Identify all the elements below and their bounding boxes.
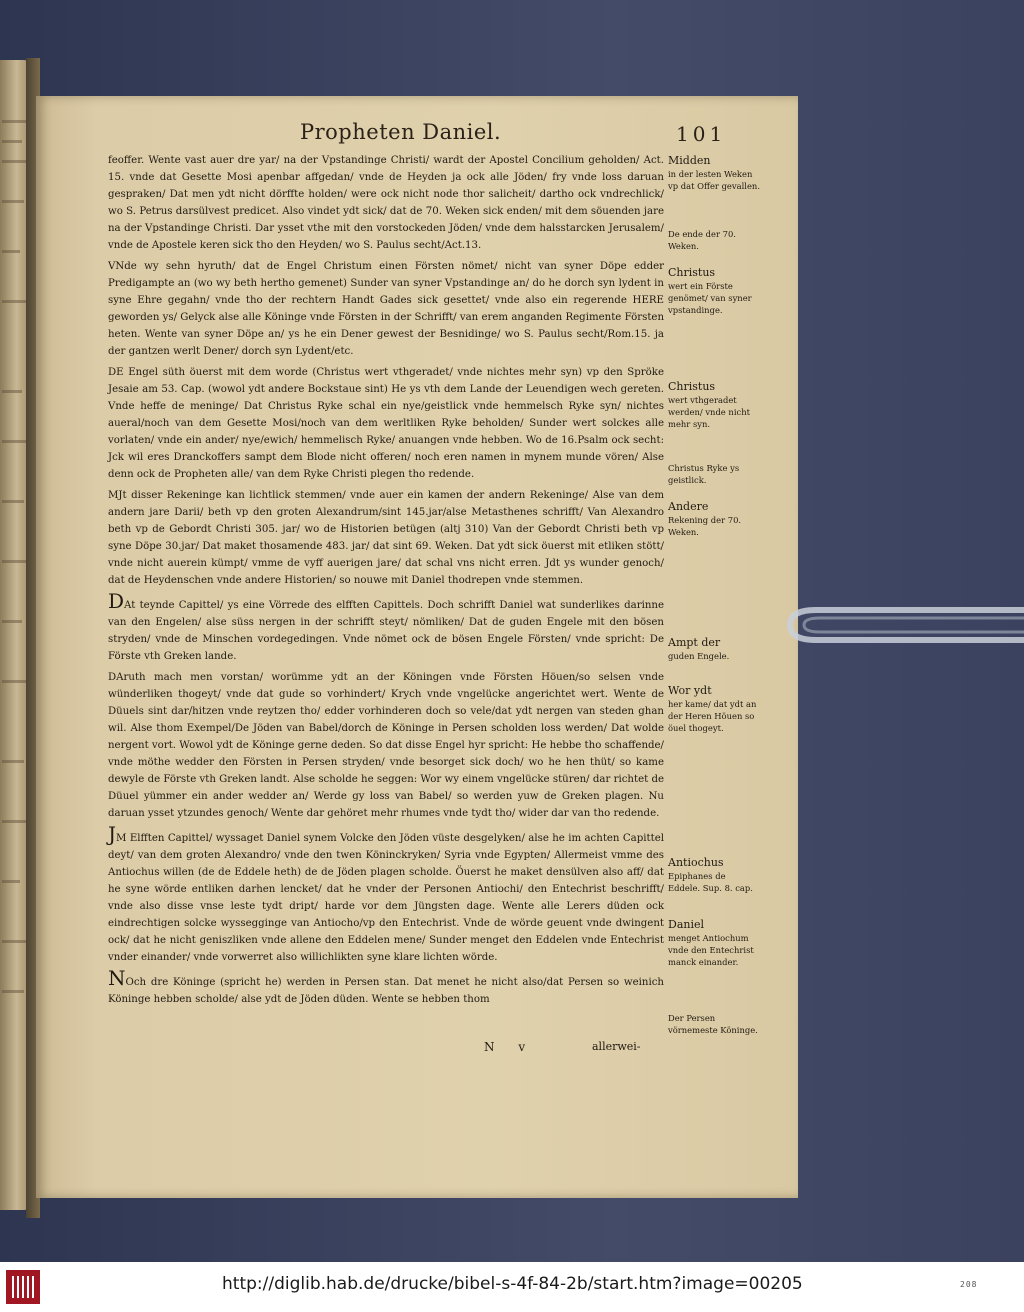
marginal-note-text: De ende der 70. Weken. [668,229,736,251]
marginal-note-text: Der Persen vörnemeste Köninge. [668,1013,758,1035]
marginal-note-title: Andere [668,500,709,513]
marginal-note-text: Christus Ryke ys geistlick. [668,463,740,485]
paragraph: NOch dre Köninge (spricht he) werden in Persen stan. Dat menet he nicht also/dat Persen so weinich Köninge hebben scholde/ alse ydt de Jöden düden. Wente se hebben thom [108,966,664,1005]
paragraph: DAruth mach men vorstan/ worümme ydt an der Köningen vnde Försten Höuen/so selsen vnde wünderliken thogeyt/ vnde dat gude so vorhindert/ Krych vnde vngelücke angerichtet wert. Wente de Düuels sint dar/hitzen vnde reytzen tho/ edder vorhinderen doch so vele/dat ydt nergen van steden ghan wil. Alse thom Exempel/De Jöden van Babel/dorch de Köninge in Persen scholden loss werden/ Dat wolde nergent vort. Wowol ydt de Köninge gerne deden. So dat disse Engel hyr spricht: He hebbe tho schaffende/ vnde möthe wedder den Försten in Persen stryden/ vnde besorget sick doch/ wo he hen thüt/ so kame dewyle de Förste vth Greken landt. Alse scholde he seggen: Wor wy einem vngelücke stüren/ dar richtet de Düuel yümmer ein ander wedder an/ Werde gy loss van Babel/ so werden yuw de Greken plagen. Nu daruan ysset ytzundes genoch/ Wente dar gehöret mehr rhumes vnde tydt tho/ wider dar van tho redende. [108,672,664,819]
marginal-note-text: Rekening der 70. Weken. [668,515,742,537]
marginal-note [668,684,760,734]
marginal-note [668,266,760,316]
marginal-note-text: Epiphanes de Eddele. Sup. 8. cap. [668,871,753,893]
paragraph: DE Engel süth öuerst mit dem worde (Christus wert vthgeradet/ vnde nichtes mehr syn) vp den Spröke Jesaie am 53. Cap. (wowol ydt andere Bockstaue sint) He ys vth dem Lande der Leuendigen wech gereten. Vnde heffe de meninge/ Dat Christus Ryke schal ein nye/geistlick vnde hemmelsch Ryke syn/ nichtes aueral/noch van dem Gesette Mosi/noch van dem werltliken Ryke beholden/ Sunder wert solckes alle vorlaten/ vnde ein ander/ nye/ewich/ hemmelisch Ryke/ anuangen vnde hebben. Wo de 16.Psalm ock secht: Jck wil eres Dranckoffers sampt dem Blode nicht offeren/ noch eren namen in mynem munde vören/ Alse denn ock de Propheten alle/ van dem Ryke Christi plegen tho redende. [108,367,664,480]
source-url-link[interactable]: http://diglib.hab.de/drucke/bibel-s-4f-84-2b/start.htm?image=00205 [222,1274,803,1294]
paragraph: JM Elfften Capittel/ wyssaget Daniel synem Volcke den Jöden vüste desgelyken/ alse he im achten Capittel deyt/ van dem groten Alexandro/ vnde den twen Köninckryken/ Syria vnde Egypten/ Allermeist vmme des Antiochus willen (de de Eddele heth) de de Jöden plagen scholde. Öuerst he maket densülven also aff/ dat he syne wörde entliken darhen lencket/ dat he vnder der Personen Antiochi/ den Entechrist beschrifft/ vnde also disse vnse leste tydt dript/ harde vor dem Jüngsten dage. Wente alle Lerers düden ock eindrechtigen solcke wyssegginge van Antiocho/vp den Entechrist. Vnde de wörde geuent vnde dwingent ock/ dat he nicht geniszliken vnde allene den Eddelen mene/ Sunder menget den Eddelen vnde Entechrist vnder einander/ vnde vorwerret also willichlikten syne klare lichten wörde. [108,822,664,963]
marginal-note [668,636,760,662]
marginal-note [668,380,760,430]
marginal-note-title: Midden [668,154,711,167]
page-code: 208 [960,1280,978,1289]
marginal-note-text: menget Antiochum vnde den Entechrist manck einander. [668,933,754,967]
marginal-note-text: in der lesten Weken vp dat Offer gevallen. [668,169,760,191]
page-number: 101 [676,122,727,146]
marginal-note [668,500,760,538]
paragraph: DAt teynde Capittel/ ys eine Vörrede des elfften Capittels. Doch schrifft Daniel wat sunderlikes darinne van den Engelen/ alse süss nergen in der schrifft steyt/ nömliken/ Dat de guden Engele mit den bösen stryden/ vnde de Minschen vordegedingen. Vnde nömet ock de bösen Engele Försten/ vnde spricht: De Förste vth Greken lande. [108,589,664,662]
marginal-note [668,228,760,252]
marginal-note-title: Christus [668,380,716,393]
signature-mark: N v [484,1040,536,1054]
marginal-note-text: wert ein Förste genömet/ van syner vpstandinge. [668,281,752,315]
marginal-note-title: Daniel [668,918,705,931]
catchword: allerwei- [592,1040,641,1053]
marginal-note-text: wert vthgeradet werden/ vnde nicht mehr syn. [668,395,750,429]
viewer-footer [0,1262,1024,1312]
marginal-note [668,918,760,968]
marginal-note-title: Antiochus [668,856,724,869]
paragraph: feoffer. Wente vast auer dre yar/ na der Vpstandinge Christi/ wardt der Apostel Concilium geholden/ Act. 15. vnde dat Gesette Mosi apenbar affgedan/ vnde de Heyden ja ock alle Jöden/ fry vnde loss daruan gespraken/ Dat men ydt nicht dörffte holden/ were ock nicht node thor salicheit/ dartho ock vndrechlick/ wo S. Petrus darsülvest predicet. Also vindet ydt sick/ dat de 70. Weken sick enden/ mit dem söuenden jare na der Vpstandinge Christi. Dar ysset vthe mit den vorstockeden Jöden/ vnde dem halsstarcken Jerusalem/ vnde de Apostele keren sick tho den Heyden/ wo S. Paulus secht/Act.13. [108,155,664,251]
main-text [108,152,664,1012]
library-logo-icon [6,1270,40,1304]
marginal-note-title: Wor ydt [668,684,712,697]
marginal-note-text: her kame/ dat ydt an der Heren Höuen so öuel thogeyt. [668,699,757,733]
marginal-note [668,462,760,486]
marginal-note-title: Ampt der [668,636,721,649]
paragraph: VNde wy sehn hyruth/ dat de Engel Christum einen Försten nömet/ nicht van syner Döpe edder Predigampte an (wo wy beth hertho gemenet) Sunder van syner Vpstandinge an/ do he dorch syn lydent in syne Ehre gegahn/ vnde tho der rechtern Handt Gades sick gesettet/ vnde also ein regerende HERE geworden ys/ Gelyck alse alle Köninge vnde Försten in der Schrifft/ van erem anganden Regimente Försten heten. Wente van syner Döpe an/ ys he ein Dener gewest der Besnidinge/ wo S. Paulus secht/Rom.15. ja der gantzen werlt Dener/ dorch syn Lydent/etc. [108,261,664,357]
paragraph: MJt disser Rekeninge kan lichtlick stemmen/ vnde auer ein kamen der andern Rekeninge/ Alse van dem andern jare Darii/ beth vp den groten Alexandrum/sint 145.jar/alse Metasthenes schrifft/ Van Alexandro beth vp de Gebordt Christi 305. jar/ wo de Historien betügen (altj 310) Van der Gebordt Christi beth vp syne Döpe 30.jar/ Dat maket thosamende 483. jar/ dat sint 69. Weken. Dat ydt sick öuerst mit etliken stött/ vnde nicht auerein kümpt/ vmme de vyff auerigen jare/ dat schal vns nicht erren. Jdt ys wunder genoch/ dat de Heydenschen vnde andere Historien/ so nouwe mit Daniel thodrepen vnde stemmen. [108,490,664,586]
marginal-note [668,856,760,894]
marginal-note-title: Christus [668,266,716,279]
marginal-note [668,1012,760,1036]
page-clip-icon [776,596,1024,654]
marginal-note [668,154,760,192]
running-head: Propheten Daniel. [300,120,502,144]
marginal-note-text: guden Engele. [668,651,730,661]
